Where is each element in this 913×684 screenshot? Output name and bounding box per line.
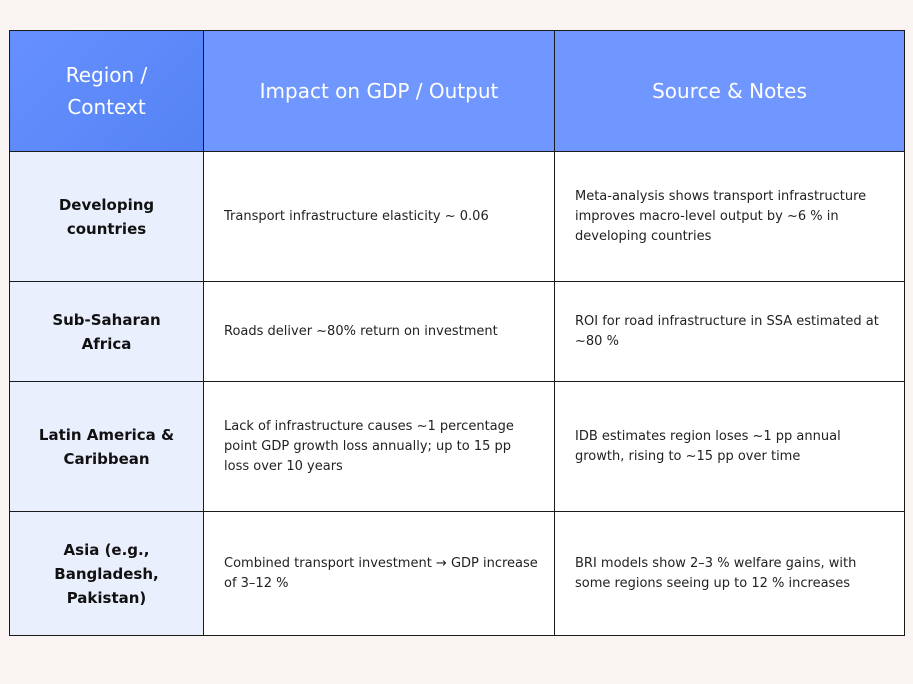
table-row [10, 282, 905, 382]
impact-cell: Lack of infrastructure causes ~1 percentage point GDP growth loss annually; up to 15 pp loss over 10 years [204, 382, 555, 512]
header-impact: Impact on GDP / Output [204, 31, 555, 152]
gdp-impact-table [9, 30, 905, 636]
source-cell: ROI for road infrastructure in SSA estimated at ~80 % [555, 282, 905, 382]
header-source: Source & Notes [555, 31, 905, 152]
data-table-container [9, 30, 904, 635]
table-row [10, 382, 905, 512]
impact-cell: Roads deliver ~80% return on investment [204, 282, 555, 382]
source-cell: IDB estimates region loses ~1 pp annual growth, rising to ~15 pp over time [555, 382, 905, 512]
impact-cell: Transport infrastructure elasticity ~ 0.06 [204, 152, 555, 282]
region-cell: Asia (e.g., Bangladesh, Pakistan) [10, 512, 204, 636]
region-cell: Developing countries [10, 152, 204, 282]
region-cell: Sub-Saharan Africa [10, 282, 204, 382]
table-header-row [10, 31, 905, 152]
table-row [10, 152, 905, 282]
impact-cell: Combined transport investment → GDP increase of 3–12 % [204, 512, 555, 636]
header-region: Region / Context [10, 31, 204, 152]
source-cell: Meta-analysis shows transport infrastructure improves macro-level output by ~6 % in developing countries [555, 152, 905, 282]
table-row [10, 512, 905, 636]
source-cell: BRI models show 2–3 % welfare gains, with some regions seeing up to 12 % increases [555, 512, 905, 636]
region-cell: Latin America & Caribbean [10, 382, 204, 512]
